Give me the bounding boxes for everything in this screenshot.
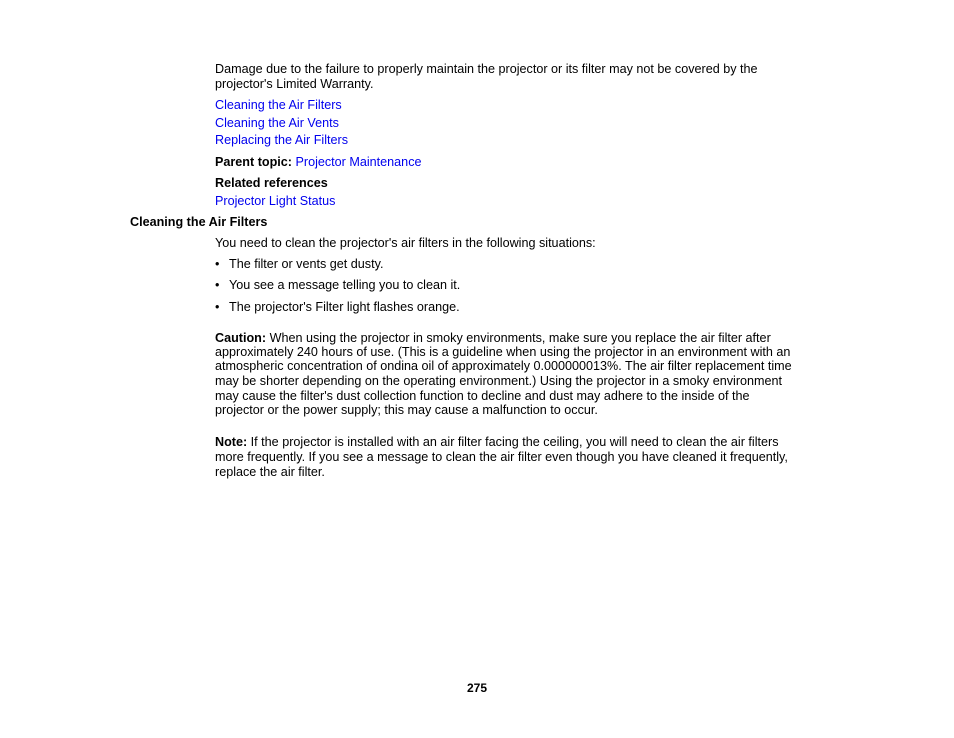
related-references-heading: Related references	[215, 176, 328, 190]
parent-topic-link[interactable]: Projector Maintenance	[295, 155, 422, 169]
list-item-text: You see a message telling you to clean it.	[229, 278, 461, 292]
caution-line-6: projector or the power supply; this may cause a malfunction to occur.	[215, 403, 598, 417]
parent-topic	[215, 155, 422, 170]
note-text: If the projector is installed with an air filter facing the ceiling, you will need to clean the air filters	[247, 435, 779, 449]
caution-text: When using the projector in smoky environments, make sure you replace the air filter after	[266, 331, 771, 345]
page-number: 275	[466, 681, 488, 695]
list-item-text: The projector's Filter light flashes orange.	[229, 300, 460, 314]
note-label: Note:	[215, 435, 248, 449]
list-item	[215, 300, 460, 315]
caution-line-3: atmospheric concentration of ondina oil of approximately 0.000000013%. The air filter replacement time	[215, 359, 792, 373]
note-line-3: replace the air filter.	[215, 465, 325, 479]
list-item	[215, 278, 460, 293]
bullet-icon: •	[215, 257, 220, 271]
section-heading: Cleaning the Air Filters	[130, 215, 268, 229]
link-cleaning-air-vents[interactable]: Cleaning the Air Vents	[215, 116, 339, 130]
link-cleaning-air-filters[interactable]: Cleaning the Air Filters	[215, 98, 342, 112]
intro-line-1: Damage due to the failure to properly maintain the projector or its filter may not be covered by the	[215, 62, 758, 76]
caution-line-1	[215, 331, 771, 346]
bullet-icon: •	[215, 278, 220, 292]
list-item	[215, 257, 383, 272]
link-replacing-air-filters[interactable]: Replacing the Air Filters	[215, 133, 348, 147]
caution-line-5: may cause the filter's dust collection function to decline and dust may adhere to the inside of the	[215, 389, 750, 403]
caution-line-4: may be shorter depending on the operating environment.) Using the projector in a smoky environment	[215, 374, 783, 388]
note-line-2: more frequently. If you see a message to clean the air filter even though you have cleaned it frequently,	[215, 450, 788, 464]
parent-topic-label: Parent topic:	[215, 155, 292, 169]
section-intro: You need to clean the projector's air filters in the following situations:	[215, 236, 596, 250]
intro-line-2: projector's Limited Warranty.	[215, 77, 374, 91]
caution-line-2: approximately 240 hours of use. (This is a guideline when using the projector in an environment with an	[215, 345, 791, 359]
link-projector-light-status[interactable]: Projector Light Status	[215, 194, 336, 208]
note-line-1	[215, 435, 779, 450]
caution-label: Caution:	[215, 331, 267, 345]
bullet-icon: •	[215, 300, 220, 314]
list-item-text: The filter or vents get dusty.	[229, 257, 384, 271]
